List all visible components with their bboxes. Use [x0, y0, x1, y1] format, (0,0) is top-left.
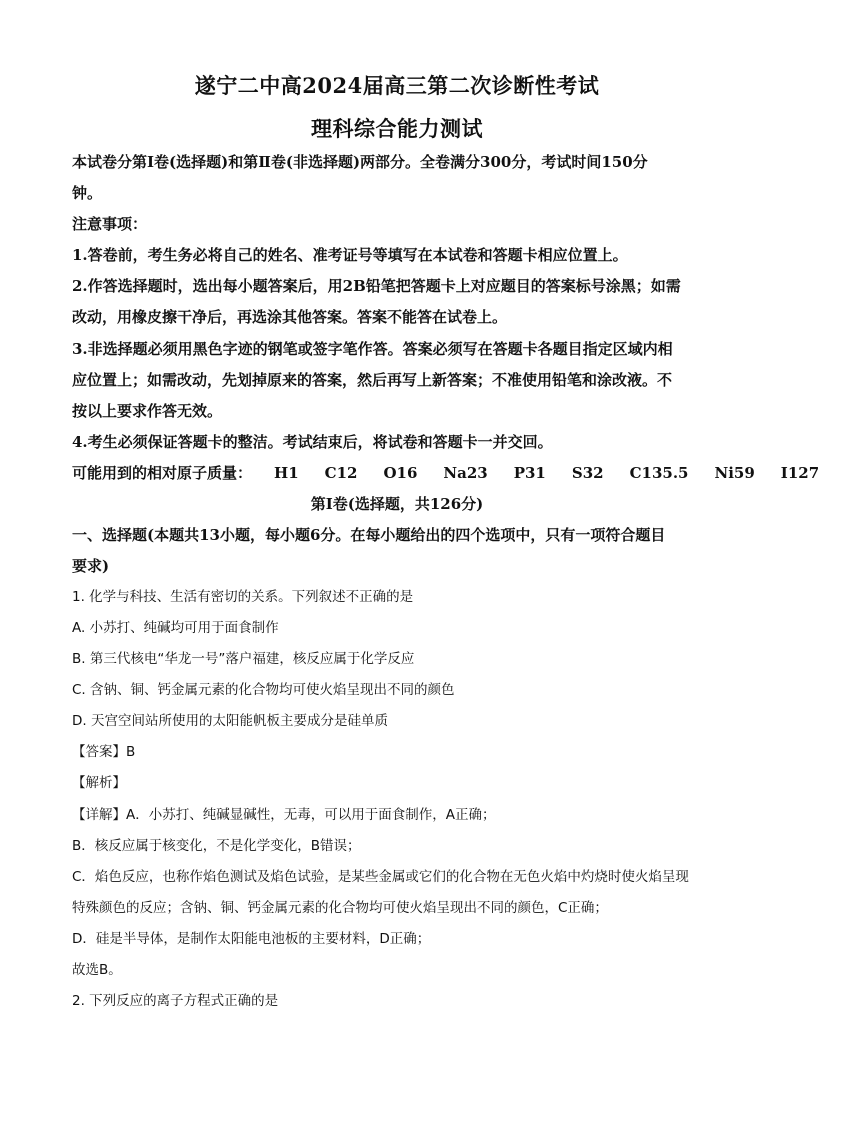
- exam-subtitle: 理科综合能力测试: [311, 116, 483, 141]
- section-title: 第Ⅰ卷(选择题，共126分): [310, 495, 484, 513]
- intro-line-2: 钟。: [72, 184, 103, 202]
- atomic-mass-item: Na23: [443, 464, 488, 482]
- question-1-option-d: D. 天宫空间站所使用的太阳能帆板主要成分是硅单质: [72, 713, 388, 729]
- question-1-option-b: B. 第三代核电“华龙一号”落户福建，核反应属于化学反应: [72, 651, 415, 667]
- question-1-conclusion: 故选B。: [72, 962, 122, 978]
- atomic-mass-item: C12: [324, 464, 358, 482]
- note-3-line-2: 应位置上；如需改动，先划掉原来的答案，然后再写上新答案；不准使用铅笔和涂改液。不: [72, 371, 673, 389]
- note-2-line-2: 改动，用橡皮擦干净后，再选涂其他答案。答案不能答在试卷上。: [72, 308, 508, 326]
- atomic-masses-label: 可能用到的相对原子质量：: [72, 464, 253, 482]
- question-2-stem: 2. 下列反应的离子方程式正确的是: [72, 993, 279, 1009]
- note-2-line-1: 2.作答选择题时，选出每小题答案后，用2B铅笔把答题卡上对应题目的答案标号涂黑；如需: [72, 277, 681, 295]
- atomic-mass-item: P31: [513, 464, 546, 482]
- atomic-mass-item: C135.5: [629, 464, 689, 482]
- intro-line-1: 本试卷分第Ⅰ卷(选择题)和第Ⅱ卷(非选择题)两部分。全卷满分300分，考试时间150分: [72, 153, 648, 171]
- note-4: 4.考生必须保证答题卡的整洁。考试结束后，将试卷和答题卡一并交回。: [72, 433, 553, 451]
- question-1-detail-2: B．核反应属于核变化，不是化学变化，B错误；: [72, 838, 361, 854]
- atomic-mass-item: I127: [780, 464, 820, 482]
- section-instruction-2: 要求): [72, 557, 110, 575]
- question-1-option-c: C. 含钠、铜、钙金属元素的化合物均可使火焰呈现出不同的颜色: [72, 682, 455, 698]
- question-1-option-a: A. 小苏打、纯碱均可用于面食制作: [72, 620, 279, 636]
- note-3-line-3: 按以上要求作答无效。: [72, 402, 223, 420]
- question-1-detail-3b: 特殊颜色的反应；含钠、铜、钙金属元素的化合物均可使火焰呈现出不同的颜色，C正确；: [72, 900, 608, 916]
- question-1-detail-3a: C．焰色反应，也称作焰色测试及焰色试验，是某些金属或它们的化合物在无色火焰中灼烧时使火焰呈现: [72, 869, 689, 885]
- atomic-mass-item: H1: [274, 464, 299, 482]
- exam-title: 遂宁二中高2024届高三第二次诊断性考试: [194, 73, 600, 98]
- atomic-mass-item: O16: [383, 464, 418, 482]
- question-1-detail-4: D．硅是半导体，是制作太阳能电池板的主要材料，D正确；: [72, 931, 431, 947]
- notes-heading: 注意事项：: [72, 215, 148, 233]
- atomic-masses: [72, 463, 820, 483]
- atomic-mass-item: S32: [571, 464, 604, 482]
- question-1-answer: 【答案】B: [72, 744, 136, 760]
- question-1-analysis-heading: 【解析】: [72, 775, 126, 791]
- question-1-stem: 1. 化学与科技、生活有密切的关系。下列叙述不正确的是: [72, 589, 414, 605]
- note-3-line-1: 3.非选择题必须用黑色字迹的钢笔或签字笔作答。答案必须写在答题卡各题目指定区域内相: [72, 340, 673, 358]
- atomic-mass-item: Ni59: [714, 464, 755, 482]
- question-1-detail-1: 【详解】A．小苏打、纯碱显碱性，无毒，可以用于面食制作，A正确；: [72, 807, 496, 823]
- section-instruction-1: 一、选择题(本题共13小题，每小题6分。在每小题给出的四个选项中，只有一项符合题目: [72, 526, 666, 544]
- note-1: 1.答卷前，考生务必将自己的姓名、准考证号等填写在本试卷和答题卡相应位置上。: [72, 246, 628, 264]
